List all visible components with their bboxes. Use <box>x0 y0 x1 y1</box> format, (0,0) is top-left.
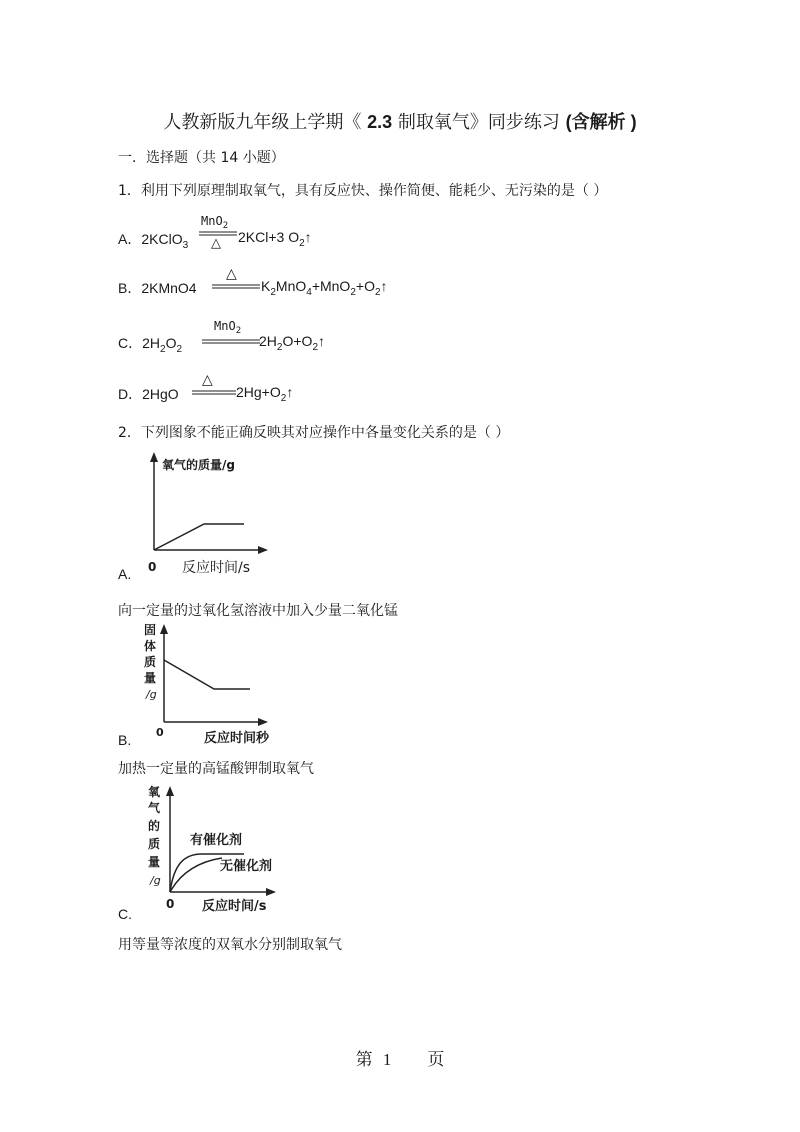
graph-c-curve1-label: 有催化剂 <box>190 833 243 848</box>
svg-text:△: △ <box>211 236 221 251</box>
graph-b-caption: 加热一定量的高锰酸钾制取氧气 <box>118 761 314 777</box>
option-d-products: $2Hg+O_2↑$ <box>236 384 294 404</box>
svg-text:体: 体 <box>144 639 157 653</box>
graph-a-origin: 0 <box>148 560 157 574</box>
section-heading: 一．选择题（共 14 小题） <box>118 150 285 166</box>
svg-text:/g: /g <box>150 874 161 887</box>
svg-text:△: △ <box>226 266 237 282</box>
question-2-stem: 2．下列图象不能正确反映其对应操作中各量变化关系的是（ ） <box>118 425 510 441</box>
page-title: 人教新版九年级上学期《 2.3 制取氧气》同步练习 (含解析 ) <box>163 112 637 133</box>
svg-text:固: 固 <box>144 623 157 637</box>
graph-b-curve <box>164 660 250 689</box>
graph-a-xlabel: 反应时间/s <box>182 560 251 576</box>
graph-c-origin: 0 <box>166 897 175 911</box>
graph-b-x-arrow <box>258 718 268 726</box>
option-a: A．2KClO$_3$ <box>118 231 189 251</box>
svg-text:MnO2: MnO$_2$ <box>214 319 242 336</box>
svg-text:/g: /g <box>146 688 157 701</box>
option-d-condition <box>192 372 238 398</box>
svg-text:的: 的 <box>148 819 161 833</box>
svg-text:MnO2: MnO$_2$ <box>201 214 229 231</box>
graph-c <box>140 782 290 914</box>
svg-text:质: 质 <box>148 837 161 851</box>
option-b-products: $K_2MnO_4+MnO_2+O_2↑$ <box>261 278 388 298</box>
graph-c-xlabel: 反应时间/s <box>202 899 267 914</box>
svg-text:量: 量 <box>148 855 161 869</box>
graph-c-curve2-label: 无催化剂 <box>220 859 273 874</box>
option-c-condition <box>202 319 262 349</box>
graph-a <box>140 450 280 580</box>
graph-b-origin: 0 <box>156 726 164 739</box>
graph-c-caption: 用等量等浓度的双氧水分别制取氧气 <box>118 937 342 953</box>
page-number: 第 1 页 <box>355 1050 445 1069</box>
graph-a-caption: 向一定量的过氧化氢溶液中加入少量二氧化锰 <box>118 603 398 619</box>
graph-a-label: A. <box>118 566 132 582</box>
svg-text:氧: 氧 <box>148 785 161 799</box>
graph-c-label: C. <box>118 906 132 922</box>
graph-c-curve-no-catalyst <box>170 858 222 892</box>
option-c: C．$2H_2O_2$ <box>118 335 183 355</box>
graph-a-x-arrow <box>258 546 268 554</box>
svg-text:△: △ <box>202 372 213 388</box>
graph-c-y-arrow <box>166 786 174 796</box>
option-b-condition <box>212 266 262 292</box>
graph-b-xlabel: 反应时间秒 <box>204 731 270 746</box>
graph-b-label: B. <box>118 732 132 748</box>
option-c-products: $2H_2O+O_2↑$ <box>259 333 325 353</box>
svg-text:量: 量 <box>144 671 157 685</box>
svg-text:质: 质 <box>144 655 157 669</box>
svg-text:气: 气 <box>148 801 161 815</box>
graph-a-ylabel: 氧气的质量/g <box>162 458 235 472</box>
graph-c-x-arrow <box>266 888 276 896</box>
option-a-condition <box>199 214 239 251</box>
option-a-products: 2KCl+3 $O_2↑$ <box>238 229 312 249</box>
graph-a-y-arrow <box>150 452 158 462</box>
graph-b <box>140 622 280 744</box>
question-1-stem: 1．利用下列原理制取氧气，具有反应快、操作简便、能耗少、无污染的是（ ） <box>118 183 608 199</box>
option-b: B．2KMnO4 <box>118 280 197 296</box>
graph-b-y-arrow <box>160 624 168 634</box>
graph-a-curve <box>154 524 244 550</box>
option-d: D．2HgO <box>118 386 179 402</box>
